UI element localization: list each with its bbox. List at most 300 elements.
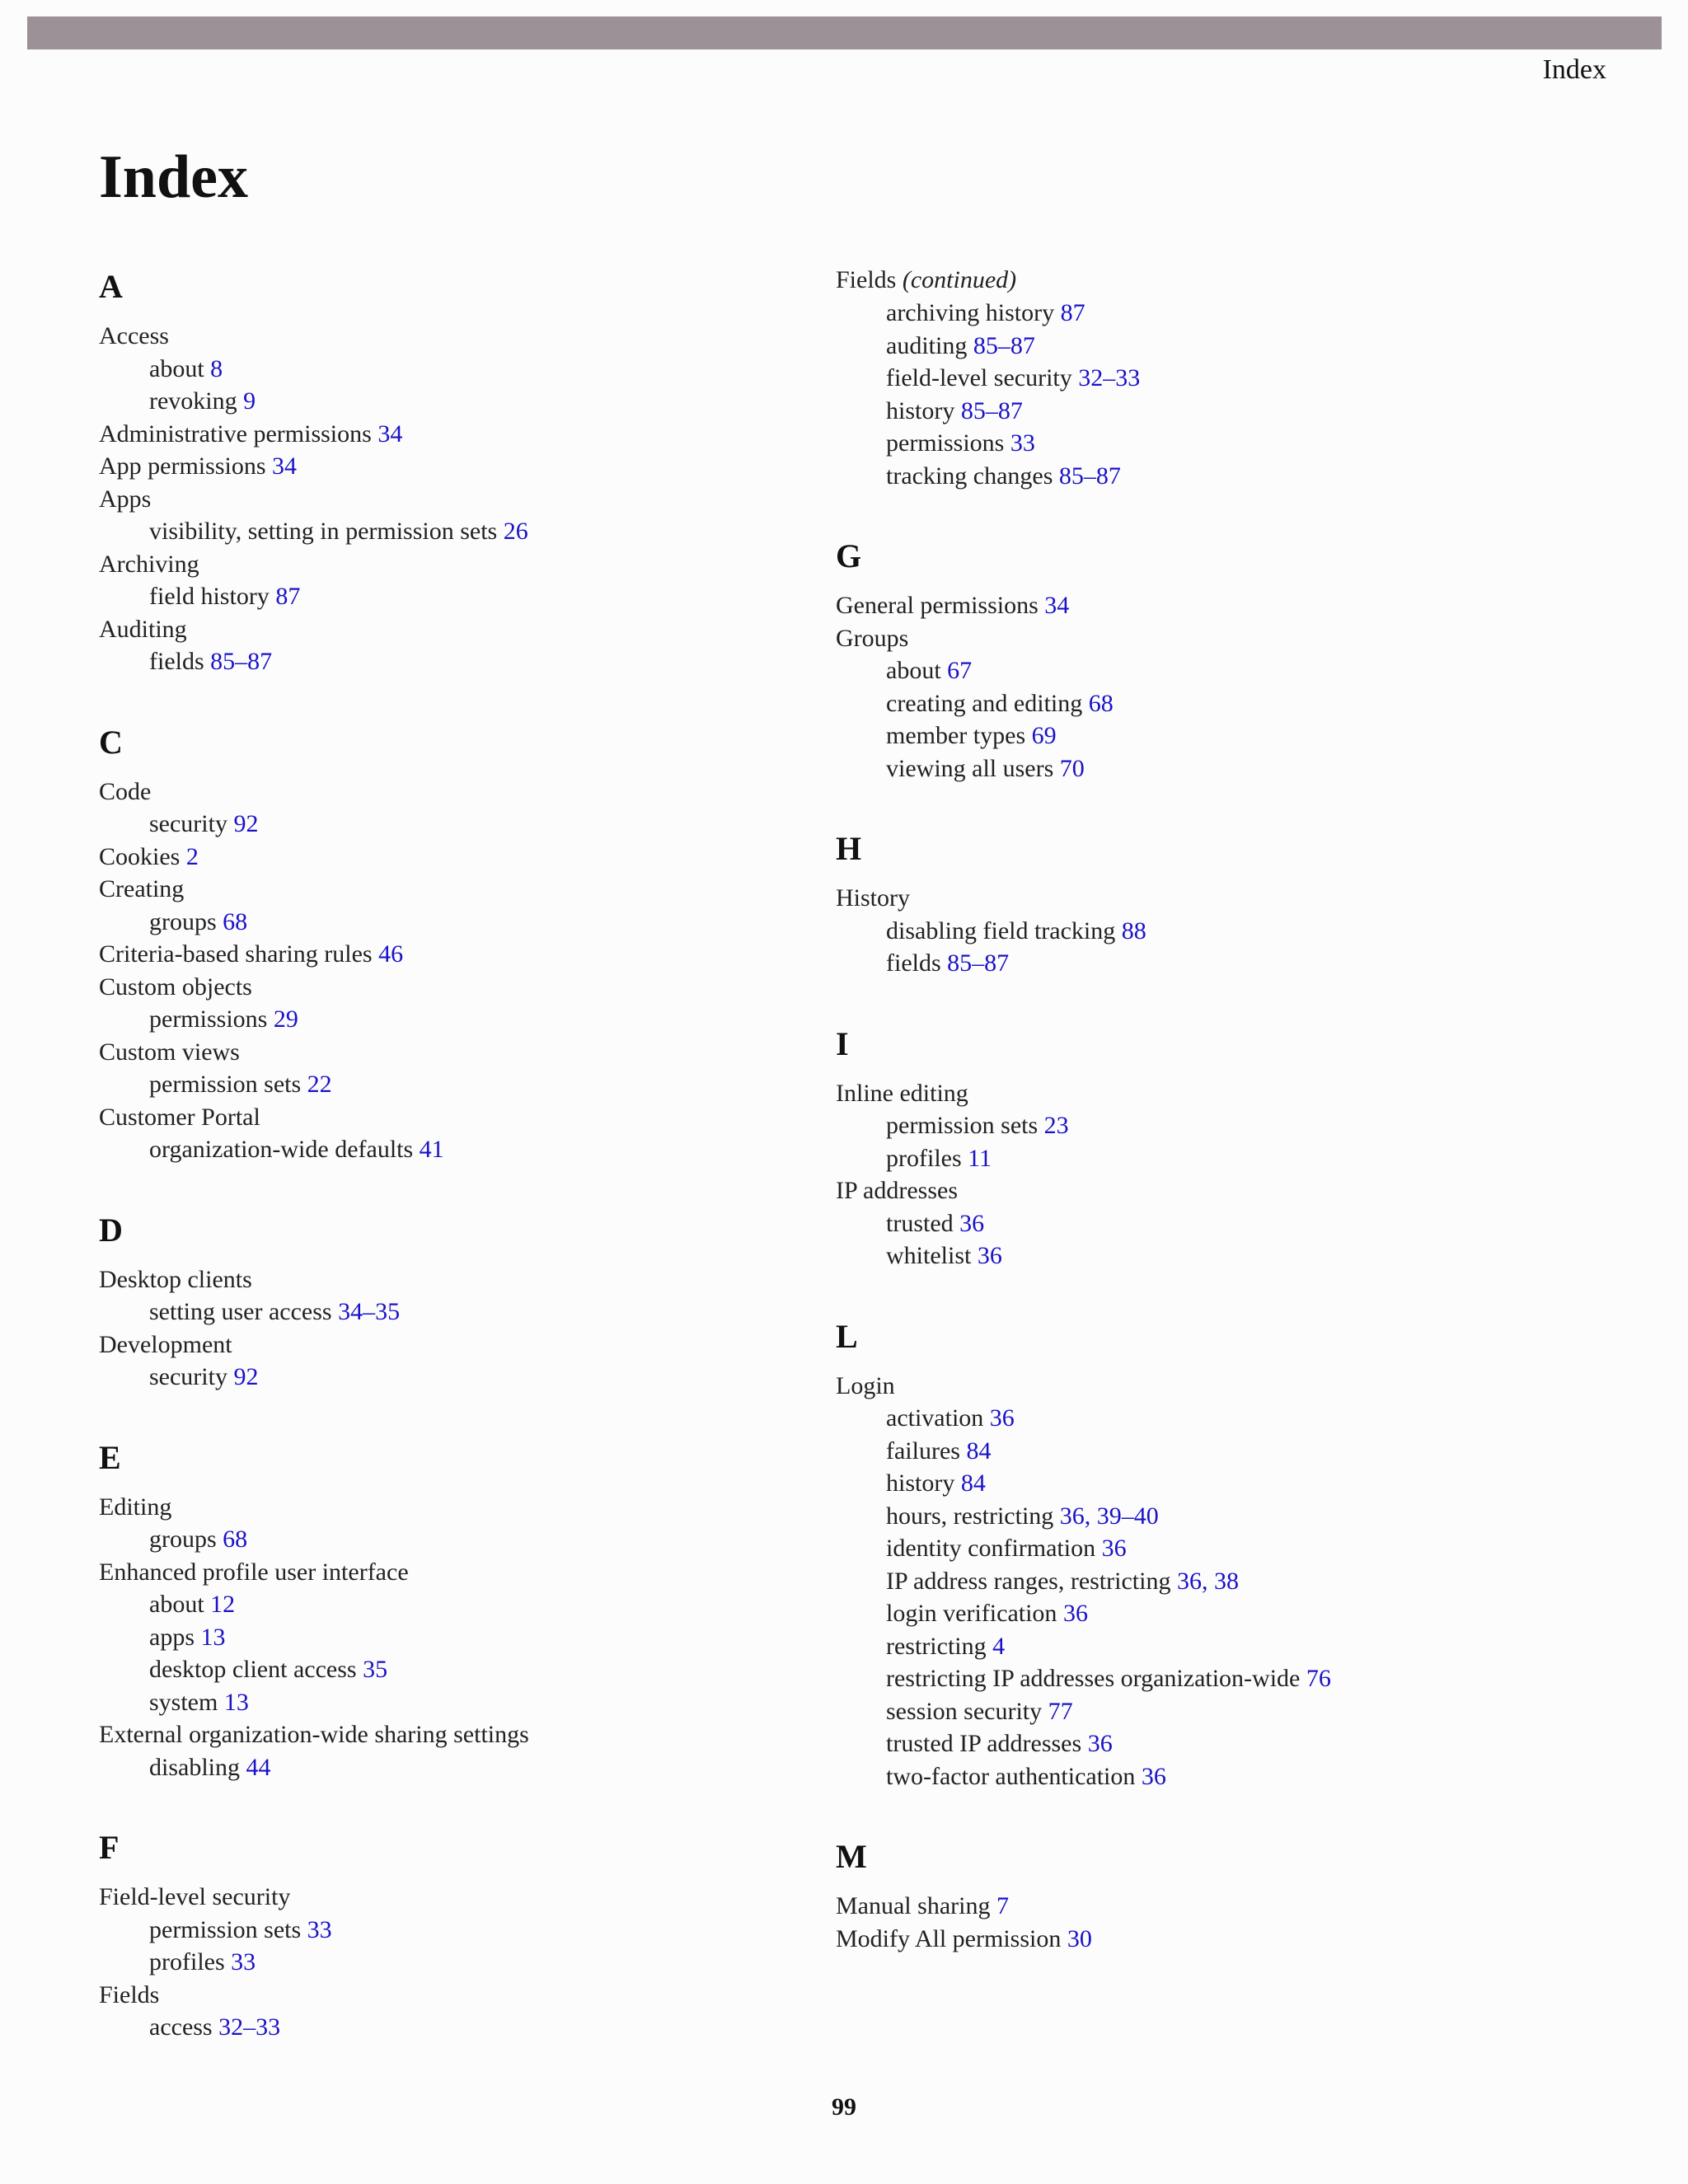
- page-link[interactable]: 92: [233, 810, 259, 837]
- entry-list: [836, 1890, 1545, 1955]
- page-link[interactable]: 46: [378, 940, 404, 968]
- section-letter: E: [99, 1438, 121, 1476]
- page-refs: [233, 810, 258, 837]
- index-subentry: [836, 1109, 1545, 1142]
- page-link[interactable]: 36: [1062, 1600, 1088, 1627]
- entry-term: permission sets: [886, 1112, 1039, 1139]
- index-section: [836, 826, 1545, 980]
- page-link[interactable]: 33: [231, 1948, 256, 1975]
- entry-term: member types: [886, 722, 1026, 749]
- entry-term: about: [149, 354, 204, 382]
- index-section: [99, 1825, 808, 2044]
- page-link[interactable]: 77: [1048, 1697, 1073, 1725]
- entry-term: system: [149, 1688, 218, 1716]
- page-link[interactable]: 23: [1043, 1112, 1069, 1139]
- index-section: [836, 1834, 1545, 1955]
- index-subentry: [836, 1467, 1545, 1500]
- index-subentry: [99, 645, 808, 678]
- index-subentry: [836, 297, 1545, 330]
- entry-term: permissions: [149, 1005, 268, 1033]
- page-link[interactable]: 85–87: [1058, 462, 1121, 490]
- page-link[interactable]: 85–87: [210, 648, 273, 675]
- entry-term: Access: [99, 322, 169, 349]
- entry-term: Fields: [99, 1980, 160, 2008]
- page-refs: [186, 843, 199, 870]
- page-link[interactable]: 85–87: [947, 949, 1010, 977]
- page-title: Index: [99, 143, 248, 211]
- entry-term: Criteria-based sharing rules: [99, 940, 373, 968]
- page-link[interactable]: 26: [503, 518, 528, 545]
- entry-list: [836, 589, 1545, 785]
- entry-term: groups: [149, 907, 217, 935]
- page-link[interactable]: 88: [1121, 916, 1146, 944]
- page-refs: [1142, 1763, 1166, 1790]
- page-refs: [231, 1948, 256, 1975]
- entry-term: activation: [886, 1404, 984, 1432]
- page-link[interactable]: 4: [992, 1632, 1006, 1660]
- page-refs: [246, 1754, 271, 1781]
- entry-term: profiles: [886, 1144, 962, 1172]
- page-refs: [210, 1591, 235, 1618]
- entry-term: failures: [886, 1436, 960, 1465]
- index-subentry: [836, 947, 1545, 980]
- entry-term: App permissions: [99, 452, 266, 480]
- entry-term: Login: [836, 1371, 895, 1399]
- index-subentry: [836, 719, 1545, 752]
- entry-list: [836, 1370, 1545, 1793]
- page-link[interactable]: 34: [1044, 592, 1070, 619]
- page-refs: [243, 387, 256, 415]
- entry-term: Auditing: [99, 615, 187, 643]
- entry-term: login verification: [886, 1600, 1057, 1627]
- page-link[interactable]: 8: [210, 354, 223, 382]
- entry-term: permission sets: [149, 1915, 302, 1943]
- entry-term: disabling: [149, 1753, 240, 1781]
- page-link[interactable]: 67: [947, 657, 973, 684]
- entry-term: history: [886, 1469, 955, 1497]
- section-letter: D: [99, 1211, 123, 1249]
- entry-term: tracking changes: [886, 462, 1053, 490]
- index-entry: [99, 1036, 808, 1069]
- page-link[interactable]: 76: [1306, 1665, 1331, 1692]
- entry-term: session security: [886, 1697, 1043, 1725]
- page-link[interactable]: 33: [307, 1915, 332, 1943]
- entry-term: IP addresses: [836, 1177, 959, 1204]
- index-subentry: [99, 1686, 808, 1719]
- page-refs: [420, 1136, 444, 1163]
- index-subentry: [836, 1435, 1545, 1468]
- page-link[interactable]: 2: [185, 842, 199, 870]
- index-entry: [99, 418, 808, 451]
- index-entry: [99, 1556, 808, 1589]
- page-link[interactable]: 36: [1176, 1567, 1202, 1595]
- page-link[interactable]: 22: [307, 1071, 332, 1098]
- index-subentry: [836, 1500, 1545, 1533]
- continued-term: Fields: [836, 266, 903, 293]
- entry-term: groups: [149, 1526, 217, 1553]
- page-refs: [210, 648, 272, 675]
- page-refs: [1044, 1112, 1069, 1139]
- page-link[interactable]: 13: [200, 1623, 226, 1651]
- index-entry: [99, 938, 808, 971]
- page-refs: [968, 1145, 992, 1172]
- section-letter: I: [836, 1024, 849, 1062]
- page-link[interactable]: 30: [1067, 1924, 1092, 1952]
- index-subentry: [99, 1946, 808, 1979]
- entry-term: restricting IP addresses organization-wide: [886, 1665, 1301, 1692]
- index-subentry: [99, 1621, 808, 1654]
- index-subentry: [99, 1361, 808, 1394]
- page-refs: [1048, 1698, 1073, 1725]
- entry-list: [836, 1077, 1545, 1272]
- index-entry: [99, 613, 808, 646]
- page-link[interactable]: 84: [960, 1469, 986, 1497]
- entry-term: Desktop clients: [99, 1265, 252, 1293]
- entry-term: Inline editing: [836, 1079, 968, 1107]
- section-letter: C: [99, 723, 123, 761]
- index-subentry: [99, 385, 808, 418]
- index-subentry: [836, 687, 1545, 720]
- page-link[interactable]: 68: [223, 907, 248, 935]
- page-link[interactable]: 68: [223, 1526, 248, 1553]
- entry-list: [99, 1881, 808, 2044]
- page-refs: [1044, 592, 1069, 619]
- entry-term: Editing: [99, 1493, 172, 1521]
- entry-term: field history: [149, 583, 270, 610]
- index-entry: [99, 841, 808, 874]
- page-link[interactable]: 87: [1060, 299, 1085, 326]
- index-subentry: [836, 1240, 1545, 1272]
- entry-term: access: [149, 2013, 213, 2041]
- index-subentry: [99, 1588, 808, 1621]
- index-section: [836, 533, 1545, 785]
- page-refs: [990, 1404, 1015, 1432]
- page-link[interactable]: 35: [363, 1656, 388, 1683]
- entry-list: [836, 882, 1545, 980]
- entry-term: history: [886, 396, 955, 424]
- index-subentry: [99, 1914, 808, 1947]
- page-link[interactable]: 87: [275, 583, 301, 610]
- page-link[interactable]: 32–33: [218, 2013, 281, 2041]
- entry-term: Code: [99, 777, 152, 805]
- page-refs: [275, 583, 300, 610]
- page-refs: [218, 2013, 280, 2041]
- page-link[interactable]: 33: [1010, 429, 1035, 457]
- entry-term: permissions: [886, 429, 1005, 457]
- page-refs: [1088, 1730, 1113, 1757]
- index-entry: [99, 1979, 808, 2012]
- section-letter: H: [836, 830, 862, 867]
- index-subentry: [99, 1751, 808, 1784]
- page-refs: [1032, 722, 1057, 749]
- index-entry: [99, 873, 808, 906]
- index-subentry: [836, 1142, 1545, 1175]
- index-subentry: [836, 1630, 1545, 1663]
- entry-term: visibility, setting in permission sets: [149, 518, 498, 545]
- index-entry: [99, 483, 808, 516]
- entry-term: Customer Portal: [99, 1103, 260, 1131]
- page-link[interactable]: 11: [968, 1144, 992, 1172]
- index-section: [99, 1435, 808, 1784]
- page-refs: [307, 1916, 332, 1943]
- entry-term: hours, restricting: [886, 1502, 1054, 1530]
- page-refs: [947, 949, 1009, 977]
- index-entry: [99, 548, 808, 581]
- page-refs: 36, 39–40: [1059, 1502, 1159, 1530]
- index-entry: [836, 1174, 1545, 1207]
- page-refs: [1061, 299, 1085, 326]
- page-link[interactable]: 36: [1101, 1535, 1127, 1562]
- page-number: 99: [832, 2093, 856, 2121]
- entry-term: two-factor authentication: [886, 1762, 1136, 1790]
- index-subentry: [836, 752, 1545, 785]
- index-subentry: [99, 1068, 808, 1101]
- entry-term: Apps: [99, 485, 152, 513]
- page-link[interactable]: 34: [377, 419, 403, 448]
- section-letter: F: [99, 1829, 120, 1866]
- page-refs: [947, 657, 972, 684]
- page-link[interactable]: 34–35: [338, 1298, 401, 1325]
- page-link[interactable]: 36: [959, 1209, 985, 1237]
- index-section: [836, 264, 1545, 492]
- page-link[interactable]: 13: [223, 1688, 249, 1716]
- index-subentry: [836, 1207, 1545, 1240]
- page-refs: 36, 38: [1176, 1567, 1239, 1595]
- page-refs: [1059, 462, 1121, 490]
- section-letter: L: [836, 1317, 858, 1355]
- index-subentry: [99, 1653, 808, 1686]
- entry-term: Archiving: [99, 550, 199, 578]
- index-subentry: [99, 808, 808, 841]
- running-header: Index: [1542, 54, 1606, 85]
- page-refs: [1102, 1535, 1127, 1562]
- page-refs: [378, 940, 403, 968]
- page-refs: [1010, 429, 1035, 457]
- entry-term: Enhanced profile user interface: [99, 1558, 409, 1586]
- page-link[interactable]: 84: [966, 1436, 992, 1465]
- entry-term: Custom objects: [99, 972, 252, 1001]
- page-link[interactable]: 39–40: [1096, 1502, 1159, 1530]
- page-link[interactable]: 36: [989, 1404, 1015, 1432]
- index-subentry: [836, 915, 1545, 948]
- index-subentry: [836, 460, 1545, 493]
- index-entry: [836, 622, 1545, 655]
- page-link[interactable]: 85–87: [973, 331, 1035, 359]
- index-section: [836, 1314, 1545, 1793]
- page-link[interactable]: 12: [210, 1591, 236, 1618]
- index-subentry: [836, 1760, 1545, 1793]
- page-refs: [961, 1469, 986, 1497]
- entry-term: setting user access: [149, 1298, 332, 1325]
- page-refs: [363, 1656, 387, 1683]
- index-entry: [99, 1101, 808, 1134]
- page-link[interactable]: 69: [1031, 722, 1057, 749]
- page-refs: [1122, 917, 1146, 944]
- index-entry: [836, 882, 1545, 915]
- page-link[interactable]: 70: [1059, 754, 1085, 782]
- index-entry: [99, 776, 808, 808]
- page-link[interactable]: 38: [1213, 1567, 1239, 1595]
- entry-term: Administrative permissions: [99, 419, 372, 448]
- index-column-right: [836, 264, 1545, 1996]
- entry-term: creating and editing: [886, 689, 1083, 717]
- page-refs: [1063, 1600, 1088, 1627]
- index-subentry: [99, 1133, 808, 1166]
- index-subentry: [836, 1597, 1545, 1630]
- page-refs: [1078, 364, 1140, 391]
- index-subentry: [99, 580, 808, 613]
- index-subentry: [836, 654, 1545, 687]
- page-refs: [996, 1892, 1009, 1919]
- index-subentry: [836, 1727, 1545, 1760]
- page-link[interactable]: 29: [273, 1005, 298, 1033]
- page-link[interactable]: 36: [1059, 1502, 1085, 1530]
- page-link[interactable]: 7: [996, 1892, 1009, 1919]
- index-entry: [99, 450, 808, 483]
- index-subentry: [836, 427, 1545, 460]
- index-subentry: [836, 362, 1545, 395]
- page-refs: [377, 420, 402, 448]
- index-entry: [99, 1491, 808, 1524]
- page-link[interactable]: 36: [1087, 1730, 1113, 1757]
- entry-term: identity confirmation: [886, 1535, 1096, 1562]
- index-entry: [99, 320, 808, 353]
- entry-term: revoking: [149, 387, 237, 415]
- entry-term: security: [149, 810, 227, 837]
- entry-term: security: [149, 1363, 227, 1390]
- entry-term: Field-level security: [99, 1883, 291, 1910]
- page-refs: [973, 332, 1035, 359]
- index-subentry: [99, 1296, 808, 1329]
- entry-term: fields: [886, 949, 941, 977]
- page-link[interactable]: 68: [1088, 689, 1114, 717]
- index-subentry: [99, 2011, 808, 2044]
- index-subentry: [836, 395, 1545, 428]
- page-refs: [223, 1526, 247, 1553]
- index-entry: [99, 971, 808, 1004]
- header-bar: [27, 16, 1662, 49]
- page-refs: [1089, 690, 1114, 717]
- entry-term: profiles: [149, 1948, 225, 1975]
- entry-term: Development: [99, 1330, 232, 1358]
- page-refs: [1306, 1665, 1331, 1692]
- entry-term: apps: [149, 1623, 195, 1651]
- index-subentry: [836, 330, 1545, 363]
- index-subentry: [836, 1565, 1545, 1598]
- page-refs: [992, 1633, 1005, 1660]
- continued-heading: [836, 264, 1545, 297]
- page-refs: [201, 1624, 226, 1651]
- entry-term: General permissions: [836, 592, 1039, 619]
- page-refs: [966, 1437, 991, 1465]
- page-link[interactable]: 36: [1141, 1762, 1166, 1790]
- index-entry: [99, 1263, 808, 1296]
- page-refs: [504, 518, 528, 545]
- entry-term: IP address ranges, restricting: [886, 1567, 1171, 1595]
- page-refs: [274, 1005, 298, 1033]
- page-link[interactable]: 92: [233, 1363, 259, 1390]
- index-entry: [99, 1718, 808, 1751]
- entry-term: trusted: [886, 1209, 954, 1237]
- page-link[interactable]: 44: [246, 1753, 271, 1781]
- page-link[interactable]: 34: [272, 452, 297, 480]
- page-refs: [1060, 755, 1085, 782]
- page-refs: [959, 1210, 984, 1237]
- page-refs: [224, 1689, 249, 1716]
- entry-list: [99, 1263, 808, 1394]
- index-section: [99, 1207, 808, 1394]
- entry-list: [99, 776, 808, 1166]
- index-subentry: [836, 1662, 1545, 1695]
- index-section: [99, 264, 808, 678]
- entry-term: about: [149, 1591, 204, 1618]
- page-refs: [961, 397, 1023, 424]
- index-subentry: [99, 906, 808, 939]
- page-refs: [307, 1071, 332, 1098]
- entry-term: fields: [149, 648, 204, 675]
- index-subentry: [99, 515, 808, 548]
- page-link[interactable]: 32–33: [1078, 364, 1141, 391]
- page-refs: [1067, 1925, 1092, 1952]
- page-refs: [223, 908, 247, 935]
- entry-list: [836, 297, 1545, 492]
- page-link[interactable]: 9: [243, 387, 256, 415]
- entry-term: trusted IP addresses: [886, 1730, 1082, 1757]
- page-link[interactable]: 41: [419, 1136, 444, 1163]
- entry-term: Groups: [836, 624, 909, 652]
- index-entry: [836, 1370, 1545, 1403]
- index-subentry: [836, 1695, 1545, 1728]
- entry-term: auditing: [886, 331, 968, 359]
- entry-term: restricting: [886, 1632, 987, 1660]
- page-refs: [978, 1242, 1002, 1269]
- index-entry: [836, 589, 1545, 622]
- entry-term: disabling field tracking: [886, 916, 1116, 944]
- entry-term: Manual sharing: [836, 1892, 991, 1919]
- page-refs: [233, 1363, 258, 1390]
- entry-term: viewing all users: [886, 754, 1054, 782]
- index-entry: [99, 1881, 808, 1914]
- entry-term: field-level security: [886, 364, 1072, 391]
- page-link[interactable]: 85–87: [960, 396, 1023, 424]
- entry-term: permission sets: [149, 1071, 302, 1098]
- entry-term: Modify All permission: [836, 1924, 1062, 1952]
- index-subentry: [99, 1003, 808, 1036]
- page-link[interactable]: 36: [977, 1242, 1002, 1269]
- entry-term: External organization-wide sharing settings: [99, 1721, 529, 1748]
- index-entry: [99, 1329, 808, 1361]
- entry-term: Creating: [99, 875, 185, 902]
- section-letter: A: [99, 268, 123, 305]
- page-refs: [272, 452, 297, 480]
- index-subentry: [836, 1532, 1545, 1565]
- entry-term: archiving history: [886, 299, 1055, 326]
- entry-term: organization-wide defaults: [149, 1136, 414, 1163]
- page-refs: [338, 1298, 400, 1325]
- index-entry: [836, 1077, 1545, 1110]
- index-entry: [836, 1923, 1545, 1956]
- index-column-left: [99, 264, 808, 2085]
- section-letter: M: [836, 1838, 867, 1875]
- entry-term: Custom views: [99, 1038, 240, 1066]
- continued-label: (continued): [902, 266, 1017, 293]
- entry-term: whitelist: [886, 1242, 972, 1269]
- entry-list: [99, 1491, 808, 1784]
- section-letter: G: [836, 537, 862, 574]
- index-subentry: [99, 1523, 808, 1556]
- entry-term: Cookies: [99, 842, 181, 870]
- entry-list: [99, 320, 808, 678]
